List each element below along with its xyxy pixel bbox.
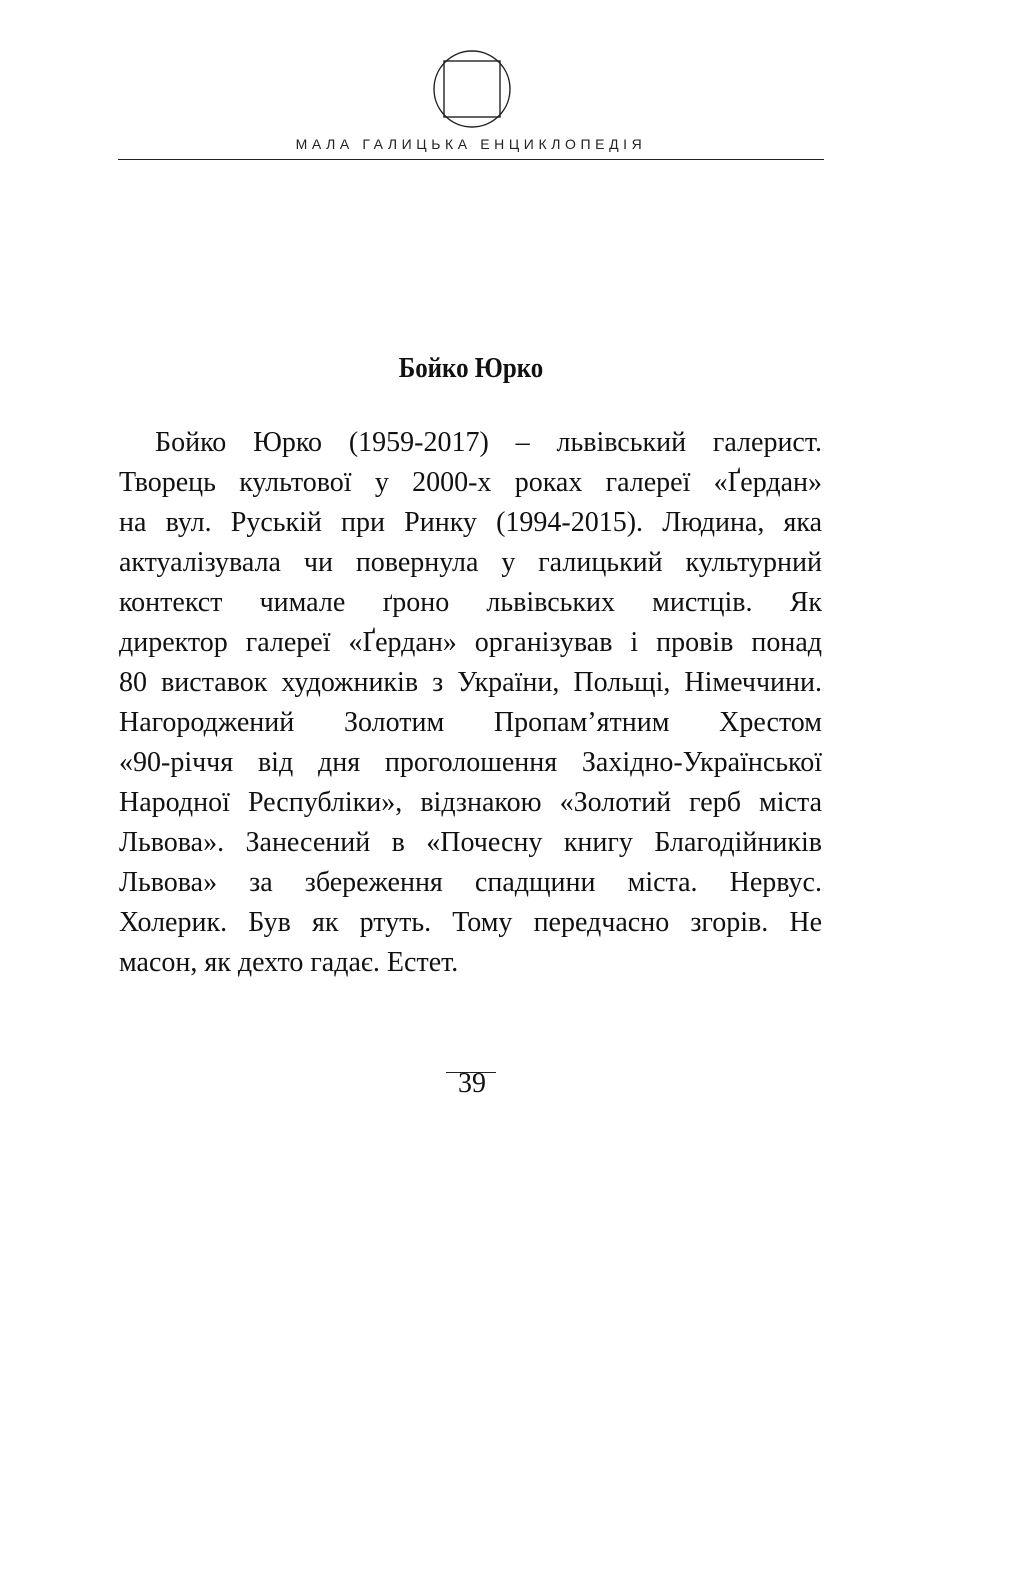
body-line: актуалізувала чи повернула у галицький культурний <box>119 547 822 578</box>
body-line: «90-річчя від дня проголошення Західно-Української <box>119 747 822 778</box>
header-divider <box>118 159 824 160</box>
body-line: Народної Республіки», відзнакою «Золотий герб міста <box>119 787 822 818</box>
entry-title: Бойко Юрко <box>398 352 544 384</box>
page-number: 39 <box>458 1068 486 1099</box>
body-line: Бойко Юрко (1959-2017) – львівський галерист. <box>155 427 822 458</box>
body-line: 80 виставок художників з України, Польщі, Німеччини. <box>119 667 822 698</box>
body-line: Нагороджений Золотим Пропам’ятним Хрестом <box>119 707 822 738</box>
body-line: Львова» за збереження спадщини міста. Нервус. <box>119 867 822 898</box>
entry-body <box>119 423 822 983</box>
body-line: Львова». Занесений в «Почесну книгу Благодійників <box>119 827 822 858</box>
body-line: на вул. Руській при Ринку (1994-2015). Людина, яка <box>119 507 822 538</box>
circle-square-emblem-icon <box>432 49 512 129</box>
body-line: директор галереї «Ґердан» організував і провів понад <box>119 627 822 658</box>
body-line: Творець культової у 2000-х роках галереї «Ґердан» <box>119 467 822 498</box>
body-line: масон, як дехто гадає. Естет. <box>119 947 459 978</box>
body-line: Холерик. Був як ртуть. Тому передчасно згорів. Не <box>119 907 822 938</box>
running-header-title: МАЛА ГАЛИЦЬКА ЕНЦИКЛОПЕДІЯ <box>295 136 647 152</box>
body-line: контекст чимале ґроно львівських мистців. Як <box>119 587 822 618</box>
